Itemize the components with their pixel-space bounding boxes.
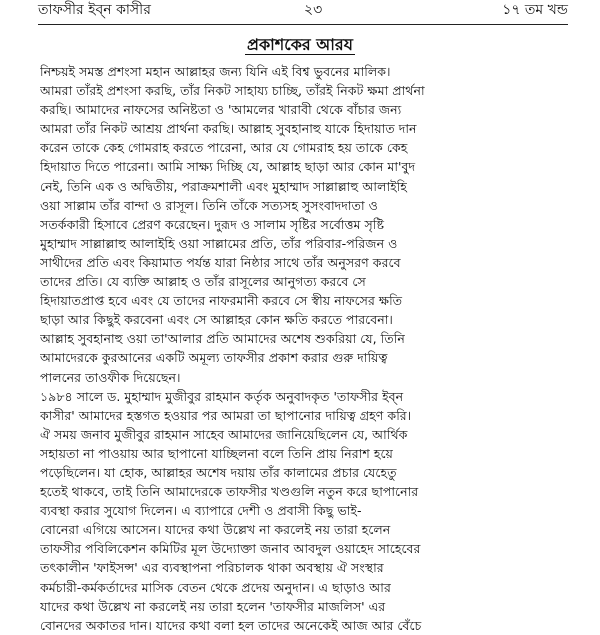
text-line: ওয়া সাল্লাম তাঁর বান্দা ও রাসূল। তিনি তাঁকে সত্যসহ সুসংবাদদাতা ও	[40, 197, 378, 213]
text-line: আমরা তাঁরই প্রশংসা করছি, তাঁর নিকট সাহায্য চাচ্ছি, তাঁরই নিকট ক্ষমা প্রার্থনা	[40, 83, 425, 99]
header-book-title: তাফসীর ইব্‌ন কাসীর	[38, 2, 151, 18]
text-line: করেন তাকে কেহ গোমরাহ করতে পারেনা, আর যে গোমরাহ হয় তাকে কেহ	[40, 140, 408, 156]
text-line: কর্মচারী-কর্মকর্তাদের মাসিক বেতন থেকে প্রদেয় অনুদান। এ ছাড়াও আর	[40, 579, 391, 595]
text-line: তাফসীর পবিলিকেশন কমিটির মূল উদ্যোক্তা জনাব আবদুল ওয়াহেদ সাহেবের	[40, 541, 421, 557]
text-line: নেই, তিনি এক ও অদ্বিতীয়, পরাক্রমশালী এবং মুহাম্মাদ সাল্লাল্লাহু আলাইহি	[40, 178, 407, 194]
text-line: ব্যবস্থা করার সুযোগ দিলেন। এ ব্যাপারে দেশী ও প্রবাসী কিছু ভাই-	[40, 503, 362, 519]
text-line: পালনের তাওফীক দিয়েছেন।	[40, 369, 181, 385]
text-line: সতর্ককারী হিসাবে প্রেরণ করেছেন। দুরূদ ও সালাম সৃষ্টির সর্বোত্তম সৃষ্টি	[40, 216, 385, 232]
text-line: আল্লাহ সুবহানাহু ওয়া তা'আলার প্রতি আমাদের অশেষ শুকরিয়া যে, তিনি	[40, 331, 405, 347]
text-line: হিদায়াত দিতে পারেনা। আমি সাক্ষ্য দিচ্ছি যে, আল্লাহ ছাড়া আর কোন মা'বুদ	[40, 159, 416, 175]
text-line: কাসীর' আমাদের হস্তগত হওয়ার পর আমরা তা ছাপানোর দায়িত্ব গ্রহণ করি।	[40, 407, 412, 423]
text-line: হিদায়াতপ্রাপ্ত হবে এবং যে তাদের নাফরমানী করবে সে স্বীয় নাফসের ক্ষতি	[40, 293, 403, 309]
header-volume: ১৭ তম খন্ড	[502, 2, 568, 18]
text-line: বোনদের অকাতর দান। যাদের কথা বলা হল তাদের অনেকেই আজ আর বেঁচে	[40, 617, 422, 633]
text-line: করছি। আমাদের নাফসের অনিষ্টতা ও 'আমলের খারাবী থেকে বাঁচার জন্য	[40, 102, 402, 118]
text-line: বোনেরা এগিয়ে আসেন। যাদের কথা উল্লেখ না করলেই নয় তারা হলেন	[40, 522, 391, 538]
section-title-text: প্রকাশকের আরয	[247, 35, 353, 54]
text-line: যাদের কথা উল্লেখ না করলেই নয় তারা হলেন 'তাফসীর মাজলিস' এর	[40, 598, 386, 614]
text-line: ১৯৮৪ সালে ড. মুহাম্মাদ মুজীবুর রাহমান কর্তৃক অনুবাদকৃত 'তাফসীর ইব্‌ন	[40, 388, 404, 404]
text-line: হতেই থাকবে, তাই তিনি আমাদেরকে তাফসীর খণ্ডগুলি নতুন করে ছাপানোর	[40, 484, 419, 500]
text-line: তৎকালীন 'ফাইসন্স' এর ব্যবস্থাপনা পরিচালক থাকা অবস্থায় ঐ সংস্থার	[40, 560, 384, 576]
text-line: সাথীদের প্রতি এবং কিয়ামাত পর্যন্ত যারা নিষ্ঠার সাথে তাঁর অনুসরণ করবে	[40, 254, 401, 270]
text-line: ঐ সময় জনাব মুজীবুর রাহমান সাহেব আমাদের জানিয়েছিলেন যে, আর্থিক	[40, 426, 408, 442]
body-text	[40, 62, 570, 635]
text-line: পড়েছিলেন। যা হোক, আল্লাহর অশেষ দয়ায় তাঁর কালামের প্রচার যেহেতু	[40, 464, 397, 480]
text-line: ছাড়া আর কিছুই করবেনা এবং সে আল্লাহর কোন ক্ষতি করতে পারবেনা।	[40, 312, 393, 328]
text-line: আমরা তাঁর নিকট আশ্রয় প্রার্থনা করছি। আল্লাহ সুবহানাহু যাকে হিদায়াত দান	[40, 121, 417, 137]
header-divider	[38, 24, 568, 25]
text-line: তাদের প্রতি। যে ব্যক্তি আল্লাহ ও তাঁর রাসূলের আনুগত্য করবে সে	[40, 274, 366, 290]
text-line: মুহাম্মাদ সাল্লাল্লাহু আলাইহি ওয়া সাল্লামের প্রতি, তাঁর পরিবার-পরিজন ও	[40, 235, 398, 251]
text-line: আমাদেরকে কুরআনের একটি অমূল্য তাফসীর প্রকাশ করার গুরু দায়িত্ব	[40, 350, 388, 366]
text-line: সহায়তা না পাওয়ায় আর ছাপানো যাচ্ছিলনা বলে তিনি প্রায় নিরাশ হয়ে	[40, 445, 393, 461]
text-line: নিশ্চয়ই সমস্ত প্রশংসা মহান আল্লাহর জন্য যিনি এই বিশ্ব ভুবনের মালিক।	[40, 64, 391, 79]
section-title	[0, 34, 600, 56]
page-number: ২৩	[304, 2, 323, 18]
running-header	[38, 0, 568, 22]
